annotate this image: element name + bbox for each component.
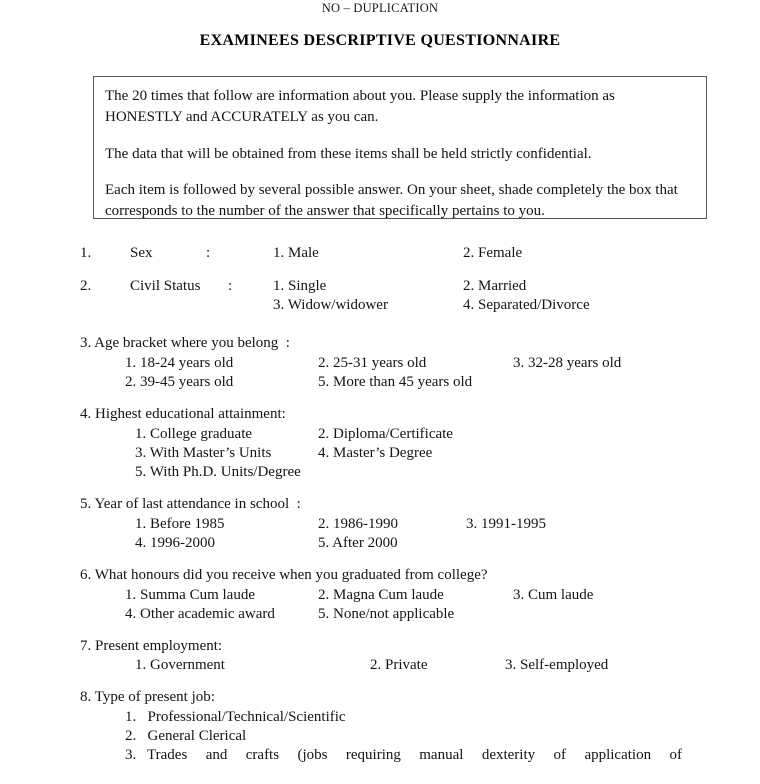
question-7-answers	[0, 656, 760, 675]
question-5-title: 5. Year of last attendance in school :	[80, 495, 301, 512]
question-item-8	[0, 688, 760, 763]
answer-option[interactable]: 1. College graduate	[135, 425, 253, 442]
question-item-5	[0, 495, 760, 553]
answer-row	[0, 605, 760, 624]
answer-option[interactable]: 1. 18-24 years old	[125, 354, 234, 371]
page-header-note: NO – DUPLICATION	[321, 1, 439, 15]
answer-row	[0, 244, 760, 263]
answer-option[interactable]: 2. Married	[463, 278, 527, 294]
question-item-1	[0, 244, 760, 263]
question-6-title: 6. What honours did you receive when you graduated from college?	[80, 566, 488, 583]
answer-option[interactable]: 1. Summa Cum laude	[125, 586, 255, 603]
answer-option[interactable]: 2. 39-45 years old	[125, 373, 234, 390]
answer-row	[0, 534, 760, 553]
question-item-3	[0, 334, 760, 392]
instruction-box-inner	[94, 77, 706, 222]
answer-option[interactable]: 4. 1996-2000	[135, 534, 215, 551]
question-1-label: Sex	[130, 245, 153, 261]
spacer	[0, 553, 760, 566]
answer-row	[0, 277, 760, 296]
answer-option[interactable]: 1. Professional/Technical/Scientific	[125, 709, 346, 726]
answer-option[interactable]: 3. With Master’s Units	[135, 444, 272, 461]
answer-option[interactable]: 5. After 2000	[318, 534, 398, 551]
answer-option[interactable]: 5. More than 45 years old	[318, 373, 473, 390]
answer-row	[0, 425, 760, 444]
answer-option[interactable]: 1. Before 1985	[135, 515, 225, 532]
questions-list	[0, 243, 760, 763]
answer-row	[0, 727, 760, 746]
answer-option-text: Trades and crafts (jobs requiring manual dexterity of application of	[147, 747, 682, 764]
question-item-4	[0, 405, 760, 482]
answer-option[interactable]: 2. Private	[370, 657, 428, 674]
question-item-6	[0, 566, 760, 624]
answer-option[interactable]: 5. With Ph.D. Units/Degree	[135, 463, 301, 480]
answer-row	[0, 708, 760, 727]
answer-option-justified[interactable]	[125, 746, 682, 763]
answer-row	[0, 463, 760, 482]
answer-row	[0, 656, 760, 675]
answer-option[interactable]: 3. 1991-1995	[466, 515, 546, 532]
spacer	[0, 263, 760, 276]
answer-option[interactable]: 1. Single	[273, 278, 327, 294]
answer-option[interactable]: 2. 25-31 years old	[318, 354, 427, 371]
answer-option[interactable]: 4. Master’s Degree	[318, 444, 433, 461]
question-item-7	[0, 637, 760, 676]
answer-row	[0, 586, 760, 605]
instruction-paragraph-3: Each item is followed by several possible answer. On your sheet, shade completely the box that corresponds to the number of the answer that specifically pertains to you.	[105, 181, 678, 220]
answer-option[interactable]: 1. Male	[273, 245, 319, 261]
spacer	[0, 675, 760, 688]
answer-option[interactable]: 2. Magna Cum laude	[318, 586, 444, 603]
page-title: EXAMINEES DESCRIPTIVE QUESTIONNAIRE	[199, 32, 561, 49]
question-7-title: 7. Present employment:	[80, 637, 223, 654]
question-8-title: 8. Type of present job:	[80, 689, 215, 706]
question-2-number: 2.	[80, 278, 92, 294]
answer-row	[0, 444, 760, 463]
answer-row	[0, 373, 760, 392]
answer-row	[0, 515, 760, 534]
question-2-colon: :	[228, 278, 233, 294]
answer-option[interactable]: 1. Government	[135, 657, 225, 674]
question-6-answers	[0, 586, 760, 624]
spacer	[0, 624, 760, 637]
answer-option[interactable]: 4. Other academic award	[125, 605, 275, 622]
answer-option[interactable]: 3. Self-employed	[505, 657, 609, 674]
answer-option[interactable]: 5. None/not applicable	[318, 605, 455, 622]
spacer	[0, 482, 760, 495]
answer-option[interactable]: 2. General Clerical	[125, 728, 247, 745]
answer-option[interactable]: 3. 32-28 years old	[513, 354, 622, 371]
question-2-label: Civil Status	[130, 278, 201, 294]
question-item-2	[0, 277, 760, 315]
answer-row-clipped	[0, 746, 760, 763]
answer-option-number: 3.	[125, 747, 137, 764]
spacer	[0, 315, 760, 334]
question-5-answers	[0, 515, 760, 553]
instruction-paragraph-2: The data that will be obtained from these items shall be held strictly confidential.	[105, 145, 592, 162]
answer-option[interactable]: 2. Diploma/Certificate	[318, 425, 453, 442]
answer-option[interactable]: 4. Separated/Divorce	[463, 297, 590, 313]
question-1-number: 1.	[80, 245, 92, 261]
answer-option[interactable]: 2. Female	[463, 245, 523, 261]
spacer	[0, 392, 760, 405]
question-1-colon: :	[206, 245, 211, 261]
question-2-answers	[0, 277, 760, 315]
instruction-box	[93, 76, 707, 219]
question-3-answers	[0, 354, 760, 392]
instruction-paragraph-1: The 20 times that follow are information about you. Please supply the information as HONESTLY and ACCURATELY as you can.	[105, 88, 615, 126]
answer-option[interactable]: 3. Widow/widower	[273, 297, 388, 313]
question-4-title: 4. Highest educational attainment:	[80, 405, 286, 422]
question-4-answers	[0, 425, 760, 482]
answer-row	[0, 296, 760, 315]
question-3-title: 3. Age bracket where you belong :	[80, 335, 290, 351]
answer-row	[0, 354, 760, 373]
question-8-answers	[0, 708, 760, 763]
answer-option[interactable]: 2. 1986-1990	[318, 515, 398, 532]
question-1-answers	[0, 244, 760, 263]
answer-option[interactable]: 3. Cum laude	[513, 586, 594, 603]
